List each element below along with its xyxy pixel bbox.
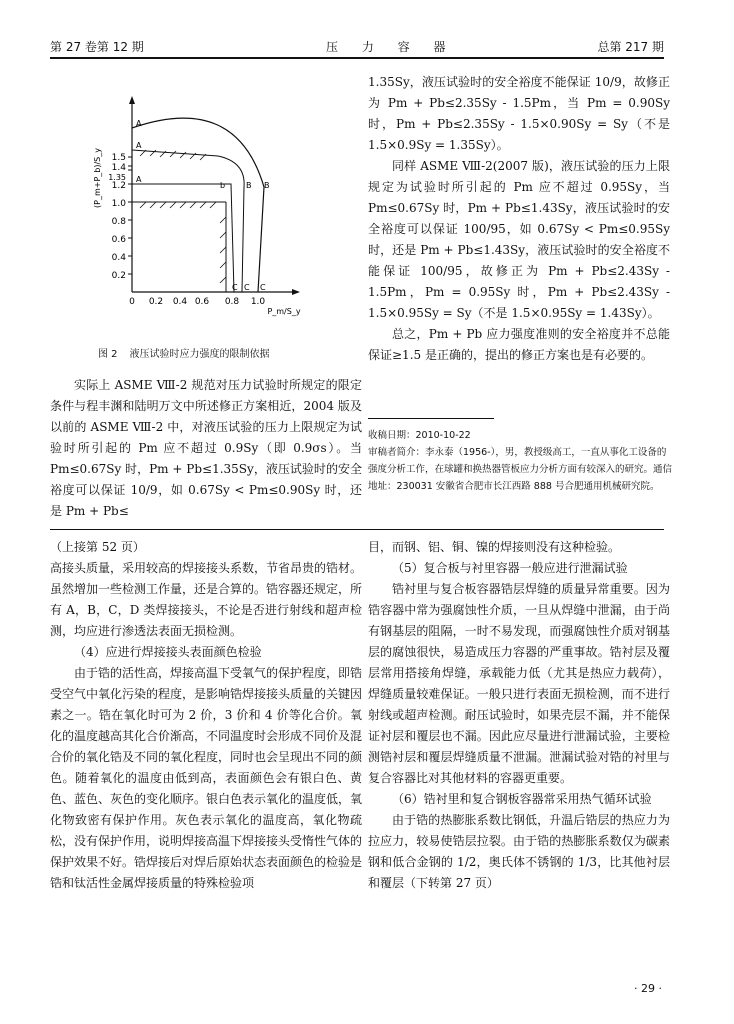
section-heading: （5）复合板与衬里容器一般应进行泄漏试验 [392,561,628,575]
point-label-B: B [264,181,270,190]
header-rule [50,57,664,59]
page-number: · 29 · [634,982,662,995]
y-tick-label: 0.6 [111,235,126,245]
right-column-lower [368,537,670,894]
point-label-b: b [220,181,226,190]
point-label-B: B [246,181,252,190]
reviewer-bio: 审稿者简介：李永泰（1956-），男，教授级高工，一直从事化工设备的强度分析工作，在球罐和换热器管板应力分析方面有较深入的研究。通信地址：230031 安徽省合肥市长江西路 888 号合肥通用机械研究院。 [368,447,673,492]
paragraph: 1.35Sy，液压试验时的安全裕度不能保证 10/9，故修正为 Pm + Pb≤2.35Sy - 1.5Pm，当 Pm = 0.90Sy 时，Pm + Pb≤2.35Sy - 1.5×0.90Sy = Sy（不是 1.5×0.9Sy = 1.35Sy）。 [368,75,670,152]
y-axis-label: (P_m+P_b)/S_y [93,148,102,208]
received-date: 收稿日期：2010-10-22 [368,430,471,441]
section-divider [50,529,664,530]
continued-from-note: （上接第 52 页） [50,540,145,554]
x-tick-label: 0.8 [224,297,240,307]
point-label-A: A [136,175,142,184]
left-column-lower [50,537,362,894]
paragraph: 由于锆的热膨胀系数比钢低，升温后锆层的热应力为拉应力，较易使锆层拉裂。由于锆的热膨胀系数仅为碳素钢和低合金钢的 1/2，奥氏体不锈钢的 1/3，比其他衬层和覆层（下转第 27 页） [368,813,670,890]
y-tick-label: 1.35 [108,173,126,182]
x-tick-label: 0 [129,297,135,307]
x-tick-label: 0.6 [194,297,210,307]
stress-limit-figure [86,92,316,337]
figure-caption [98,345,270,360]
y-tick-label: 0.4 [111,253,126,263]
y-tick-label: 0.8 [111,217,126,227]
journal-title: 压 力 容 器 [326,40,456,54]
curve-outer [132,118,264,292]
x-axis-label: P_m/S_y [267,307,301,316]
left-column-upper [50,375,362,522]
y-tick-label: 1.4 [111,163,126,173]
y-tick-label: 1.0 [111,199,126,209]
y-tick-label: 0.2 [111,271,126,281]
point-label-C: C [232,283,238,292]
article-notes [368,427,673,495]
point-label-C: C [244,283,250,292]
journal-issue-total: 总第 217 期 [597,40,664,54]
section-heading: （6）锆衬里和复合钢板容器常采用热气循环试验 [392,792,652,806]
curve-middle [132,150,244,292]
figure-caption-text: 液压试验时应力强度的限制依据 [129,349,270,360]
section-heading: （4）应进行焊接接头表面颜色检验 [74,645,262,659]
paragraph: 同样 ASME Ⅷ-2(2007 版)，液压试验的压力上限规定为试验时所引起的 Pm 应不超过 0.95Sy，当 Pm≤0.67Sy 时，Pm + Pb≤1.43Sy，液压试验时的安全裕度可以保证 100/95，如 0.67Sy < Pm≤0.95Sy 时，还是 Pm + Pb≤1.43Sy，液压试验时的安全裕度不能保证 100/95，故修正为 Pm + Pb≤2.43Sy - 1.5Pm，Pm = 0.95Sy 时，Pm + Pb≤2.43Sy - 1.5×0.95Sy = Sy（不是 1.5×0.95Sy = 1.43Sy）。 [368,159,670,320]
footnote-rule [368,418,494,419]
paragraph: 锆衬里与复合板容器锆层焊缝的质量异常重要。因为锆容器中常为强腐蚀性介质，一旦从焊缝中泄漏，由于尚有钢基层的阻隔，一时不易发现，而强腐蚀性介质对钢基层的腐蚀很快，易造成压力容器的严重事故。锆衬层及覆层常用搭接角焊缝，承载能力低（尤其是热应力载荷），焊缝质量较难保证。一般只进行表面无损检测，而不进行射线或超声检测。耐压试验时，如果壳层不漏，并不能保证衬层和覆层也不漏。因此应尽量进行泄漏试验，主要检测锆衬层和覆层焊缝质量不泄漏。泄漏试验对锆的衬里与复合容器比对其他材料的容器更重要。 [368,582,670,785]
y-tick-label: 1.2 [111,181,126,191]
paragraph: 实际上 ASME Ⅷ-2 规范对压力试验时所规定的限定条件与程丰渊和陆明万文中所述修正方案相近，2004 版及以前的 ASME Ⅷ-2 中，对液压试验的压力上限规定为试验时所引起的 Pm 应不超过 0.9Sy（即 0.9σs）。当 Pm≤0.67Sy 时，Pm + Pb≤1.35Sy，液压试验时的安全裕度可以保证 10/9，如 0.67Sy < Pm≤0.90Sy 时，还是 Pm + Pb≤ [50,378,362,518]
x-axis-arrow [292,289,300,295]
point-label-A: A [136,119,142,128]
right-column-upper [368,72,670,366]
paragraph: 目，而钢、铝、铜、镍的焊接则没有这种检验。 [368,540,621,554]
x-tick-label: 0.4 [172,297,188,307]
point-label-A: A [136,141,142,150]
curve-inner [132,184,234,292]
paragraph: 由于锆的活性高，焊接高温下受氧气的保护程度，即锆受空气中氧化污染的程度，是影响锆焊接接头质量的关键因素之一。锆在氧化时可为 2 价，3 价和 4 价等化合价。氧化的温度越高其化合价渐高，不同温度时会形成不同价及混合价的氧化锆及不同的氧化程度，同时也会呈现出不同的颜色。随着氧化的温度由低到高，表面颜色会有银白色、黄色、蓝色、灰色的变化顺序。银白色表示氧化的温度低，氧化物致密有保护作用。灰色表示氧化的温度高，氧化物疏松，没有保护作用，说明焊接高温下焊接接头受惰性气体的保护效果不好。锆焊接后对焊后原始状态表面颜色的检验是锆和钛活性金属焊接质量的特殊检验项 [50,666,363,890]
x-tick-label: 1.0 [250,297,266,307]
y-tick-label: 1.5 [111,153,126,163]
journal-volume: 第 27 卷第 12 期 [50,40,144,54]
paragraph: 总之，Pm + Pb 应力强度准则的安全裕度并不总能保证≥1.5 是正确的，提出的修正方案也是有必要的。 [368,327,670,362]
point-label-C: C [260,283,266,292]
paragraph: 高接头质量，采用较高的焊接接头系数，节省昂贵的锆材。虽然增加一些检测工作量，还是合算的。锆容器还规定，所有 A，B，C，D 类焊接接头，不论是否进行射线和超声检测，均应进行渗透法表面无损检测。 [50,561,363,638]
figure-caption-number: 图 2 [98,349,118,360]
x-tick-label: 0.2 [148,297,164,307]
y-axis-arrow [129,96,135,104]
